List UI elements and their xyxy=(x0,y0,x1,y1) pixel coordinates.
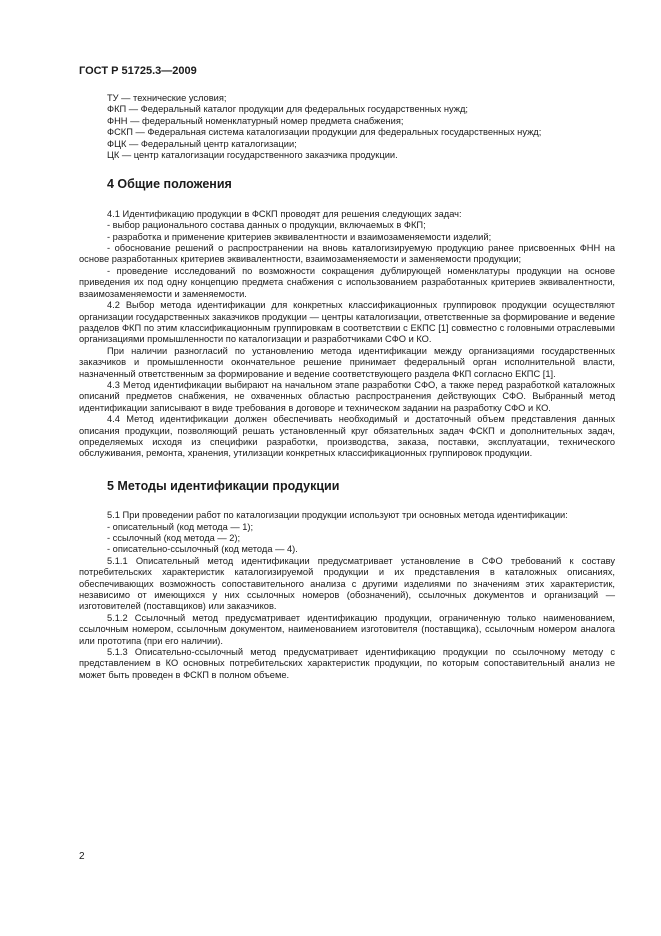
paragraph-4-1: 4.1 Идентификацию продукции в ФСКП проводят для решения следующих задач: xyxy=(107,208,462,219)
list-item: - обоснование решений о распространении на вновь каталогизируемую продукцию ранее присвоенных ФНН на основе разработанных критериев эквивалентности, взаимозаменяемости и заменяемости продукции; xyxy=(79,243,615,265)
page-number: 2 xyxy=(79,851,85,862)
list-item: - проведение исследований по возможности сокращения дублирующей номенклатуры продукции на основе приведения их под одну концепцию предмета снабжения с использованием разработанных критериев эквивалентности, взаимозаменяемости и заменяемости. xyxy=(79,265,615,299)
section-5-heading: 5 Методы идентификации продукции xyxy=(107,478,340,493)
paragraph-4-4: 4.4 Метод идентификации должен обеспечивать необходимый и достаточный объем представления данных описания продукции, позволяющий решать установленный круг обязательных задач ФСКП и дополнительных задач, определяемых исходя из специфики разработки, производства, заказа, поставки, эксплуатации, технического обслуживания, ремонта, хранения, утилизации конкретных классификационных группировок продукции. xyxy=(79,414,615,459)
paragraph-4-2-continued: При наличии разногласий по установлению метода идентификации между организациями государственных заказчиков и промышленности окончательное решение принимает федеральный орган исполнительной власти, назначенный ответственным за формирование и ведение соответствующего раздела ФКП согласно ЕКПС [1]. xyxy=(79,345,615,379)
list-item: - описательный (код метода — 1); xyxy=(107,521,254,532)
list-item: - ссылочный (код метода — 2); xyxy=(107,533,241,543)
list-item: - разработка и применение критериев эквивалентности и взаимозаменяемости изделий; xyxy=(107,231,492,242)
paragraph-4-3: 4.3 Метод идентификации выбирают на начальном этапе разработки СФО, а также перед разработкой каталожных описаний предметов снабжения, не охваченных областью распространения действующих СФО. Выбранный метод идентификации записывают в виде требования в договоре и техническом задании на разработку СФО и КО. xyxy=(79,379,615,413)
document-header-code: ГОСТ Р 51725.3—2009 xyxy=(79,65,197,77)
abbreviation-item: ФЦК — Федеральный центр каталогизации; xyxy=(107,138,297,149)
abbreviation-item: ФСКП — Федеральная система каталогизации продукции для федеральных государственных нужд; xyxy=(107,127,542,138)
paragraph-5-1: 5.1 При проведении работ по каталогизации продукции используют три основных метода идентификации: xyxy=(107,510,568,521)
document-body xyxy=(79,93,615,681)
list-item: - выбор рационального состава данных о продукции, включаемых в ФКП; xyxy=(107,220,426,231)
section-4-heading: 4 Общие положения xyxy=(107,177,232,192)
abbreviation-item: ЦК — центр каталогизации государственного заказчика продукции. xyxy=(107,150,398,161)
paragraph-5-1-2: 5.1.2 Ссылочный метод предусматривает идентификацию продукции, ограниченную только наименованием, ссылочным номером, ссылочным документом, наименованием изготовителя (поставщика), ссылочным номером аналога или прототипа (при его наличии). xyxy=(79,612,615,646)
list-item: - описательно-ссылочный (код метода — 4). xyxy=(107,544,298,555)
paragraph-5-1-1: 5.1.1 Описательный метод идентификации предусматривает установление в СФО требований к составу потребительских характеристик каталогизируемой продукции и их представления в каталожных описаниях, обеспечивающих возможность сопоставительного анализа с другими изделиями по значениям этих характеристик, независимо от имеющихся у них ссылочных номеров (обозначений), ссылочных документов и организаций — изготовителей (поставщиков) или заказчиков. xyxy=(79,555,615,612)
paragraph-5-1-3: 5.1.3 Описательно-ссылочный метод предусматривает идентификацию продукции по ссылочному методу с представлением в КО основных потребительских характеристик продукции, по которым сопоставительный анализ не может быть проведен в ФСКП в полном объеме. xyxy=(79,647,615,680)
paragraph-4-2: 4.2 Выбор метода идентификации для конкретных классификационных группировок продукции осуществляют организации государственных заказчиков продукции — центры каталогизации, ответственные за формирование и ведение разделов ФКП по этим классификационным группировкам в соответствии с ЕКПС [1] совместно с головными отраслевыми организациями промышленности по каталогизации и разработчиками СФО и КО. xyxy=(79,300,615,345)
abbreviation-item: ФНН — федеральный номенклатурный номер предмета снабжения; xyxy=(107,115,404,126)
abbreviation-item: ТУ — технические условия; xyxy=(107,93,227,103)
abbreviation-item: ФКП — Федеральный каталог продукции для федеральных государственных нужд; xyxy=(107,104,468,115)
